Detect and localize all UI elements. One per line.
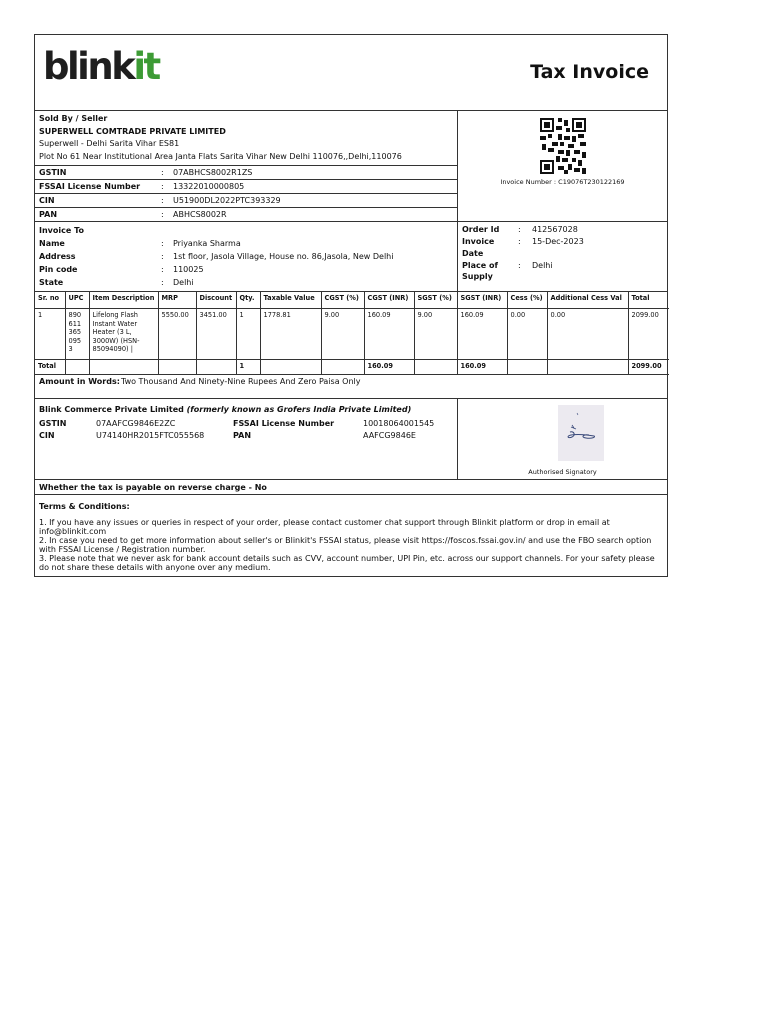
- buyer-state: State : Delhi: [39, 278, 194, 287]
- seller-details: [35, 111, 458, 221]
- terms-item: 2. In case you need to get more information about seller's or Blinkit's FSSAI status, please visit https://foscos.fssai.gov.in/ and use the FBO search option with FSSAI License / Registration number.: [39, 536, 652, 554]
- blink-pan: AAFCG9846E: [363, 431, 416, 440]
- seller-branch: Superwell - Delhi Sarita Vihar ES81: [39, 139, 180, 148]
- table-cell: 2099.00: [628, 360, 669, 375]
- column-header: Taxable Value: [260, 292, 321, 309]
- column-header: Item Description: [89, 292, 158, 309]
- blink-fssai-label: FSSAI License Number: [233, 419, 335, 428]
- column-header: Qty.: [236, 292, 260, 309]
- seller-pan: PAN : ABHCS8002R: [35, 207, 457, 221]
- seller-gstin: GSTIN : 07ABHCS8002R1ZS: [35, 165, 457, 179]
- blink-commerce-details: [35, 399, 458, 479]
- terms-item: 3. Please note that we never ask for bank account details such as CVV, account number, UPI Pin, etc. across our support channels. For your safety please do not share these details with anyone over any medium.: [39, 554, 655, 572]
- table-cell: 0.00: [507, 309, 547, 360]
- buyer-section: [35, 222, 667, 292]
- buyer-address: Address : 1st floor, Jasola Village, House no. 86,Jasola, New Delhi: [39, 252, 394, 261]
- items-table: [35, 292, 669, 375]
- table-cell: [414, 360, 457, 375]
- invoice-header: [35, 35, 667, 111]
- blink-fssai: 10018064001545: [363, 419, 435, 428]
- blink-cin-label: CIN: [39, 431, 55, 440]
- table-cell: Total: [35, 360, 65, 375]
- signature-box: [458, 399, 667, 479]
- table-cell: 1: [35, 309, 65, 360]
- page-title: Tax Invoice: [530, 61, 649, 83]
- seller-address: Plot No 61 Near Institutional Area Janta Flats Sarita Vihar New Delhi 110076,,Delhi,110076: [39, 151, 402, 161]
- table-cell: 160.09: [364, 309, 414, 360]
- blink-gstin: 07AAFCG9846E2ZC: [96, 419, 176, 428]
- buyer-heading: Invoice To: [39, 226, 84, 235]
- column-header: SGST (INR): [457, 292, 507, 309]
- table-cell: [321, 360, 364, 375]
- terms-item: 1. If you have any issues or queries in respect of your order, please contact customer chat support through Blinkit platform or drop in email at info@blinkit.com: [39, 518, 610, 536]
- table-cell: [507, 360, 547, 375]
- blink-commerce-section: [35, 399, 667, 480]
- buyer-details: [35, 222, 458, 291]
- qr-code-icon: [540, 118, 586, 174]
- terms-heading: Terms & Conditions:: [39, 502, 130, 511]
- column-header: Additional Cess Val: [547, 292, 628, 309]
- seller-section: [35, 111, 667, 222]
- table-cell: 0.00: [547, 309, 628, 360]
- invoice: [34, 34, 668, 577]
- column-header: MRP: [158, 292, 196, 309]
- invoice-date: Invoice Date : 15-Dec-2023: [462, 237, 584, 258]
- column-header: Discount: [196, 292, 236, 309]
- terms-section: [35, 495, 667, 576]
- seller-name: SUPERWELL COMTRADE PRIVATE LIMITED: [39, 126, 226, 136]
- column-header: Sr. no: [35, 292, 65, 309]
- blink-pan-label: PAN: [233, 431, 252, 440]
- table-cell: [158, 360, 196, 375]
- reverse-charge-note: Whether the tax is payable on reverse charge - No: [35, 480, 667, 495]
- column-header: CGST (%): [321, 292, 364, 309]
- buyer-name: Name : Priyanka Sharma: [39, 239, 241, 248]
- blink-formerly-note: (formerly known as Grofers India Private Limited): [186, 405, 412, 414]
- blinkit-logo: blinkit: [43, 45, 159, 88]
- blink-gstin-label: GSTIN: [39, 419, 67, 428]
- table-cell: [547, 360, 628, 375]
- seller-heading: Sold By / Seller: [39, 114, 108, 123]
- table-cell: [196, 360, 236, 375]
- amount-label: Amount in Words:: [39, 377, 120, 386]
- authorised-signatory: Authorised Signatory: [528, 468, 597, 476]
- table-total-row: [35, 360, 669, 375]
- order-id: Order Id : 412567028: [462, 225, 578, 234]
- table-cell: [89, 360, 158, 375]
- invoice-number: Invoice Number : C19076T230122169: [500, 178, 625, 186]
- table-cell: 9.00: [414, 309, 457, 360]
- table-cell: Lifelong Flash Instant Water Heater (3 L, 3000W) (HSN-85094090) |: [89, 309, 158, 360]
- order-details: [458, 222, 667, 291]
- place-of-supply: Place of Supply : Delhi: [462, 260, 553, 281]
- qr-section: [458, 111, 667, 215]
- table-cell: 890 611 365 095 3: [65, 309, 89, 360]
- table-cell: 160.09: [457, 360, 507, 375]
- table-cell: 9.00: [321, 309, 364, 360]
- column-header: CGST (INR): [364, 292, 414, 309]
- seller-cin: CIN : U51900DL2022PTC393329: [35, 193, 457, 207]
- blink-cin: U74140HR2015FTC055568: [96, 431, 205, 440]
- table-cell: 3451.00: [196, 309, 236, 360]
- table-cell: 1778.81: [260, 309, 321, 360]
- column-header: Total: [628, 292, 669, 309]
- amount-in-words: [35, 375, 667, 399]
- column-header: UPC: [65, 292, 89, 309]
- column-header: Cess (%): [507, 292, 547, 309]
- table-cell: 160.09: [457, 309, 507, 360]
- table-row: [35, 309, 669, 360]
- table-cell: 5550.00: [158, 309, 196, 360]
- seller-fssai: FSSAI License Number : 13322010000805: [35, 179, 457, 193]
- table-cell: [65, 360, 89, 375]
- table-cell: 1: [236, 309, 260, 360]
- signature-image: [558, 405, 604, 461]
- column-header: SGST (%): [414, 292, 457, 309]
- table-header-row: [35, 292, 669, 309]
- table-cell: 160.09: [364, 360, 414, 375]
- amount-value: Two Thousand And Ninety-Nine Rupees And Zero Paisa Only: [121, 377, 361, 386]
- table-cell: [260, 360, 321, 375]
- blink-company-name: Blink Commerce Private Limited (formerly known as Grofers India Private Limited): [39, 405, 412, 414]
- buyer-pin-code: Pin code : 110025: [39, 265, 204, 274]
- table-cell: 2099.00: [628, 309, 669, 360]
- table-cell: 1: [236, 360, 260, 375]
